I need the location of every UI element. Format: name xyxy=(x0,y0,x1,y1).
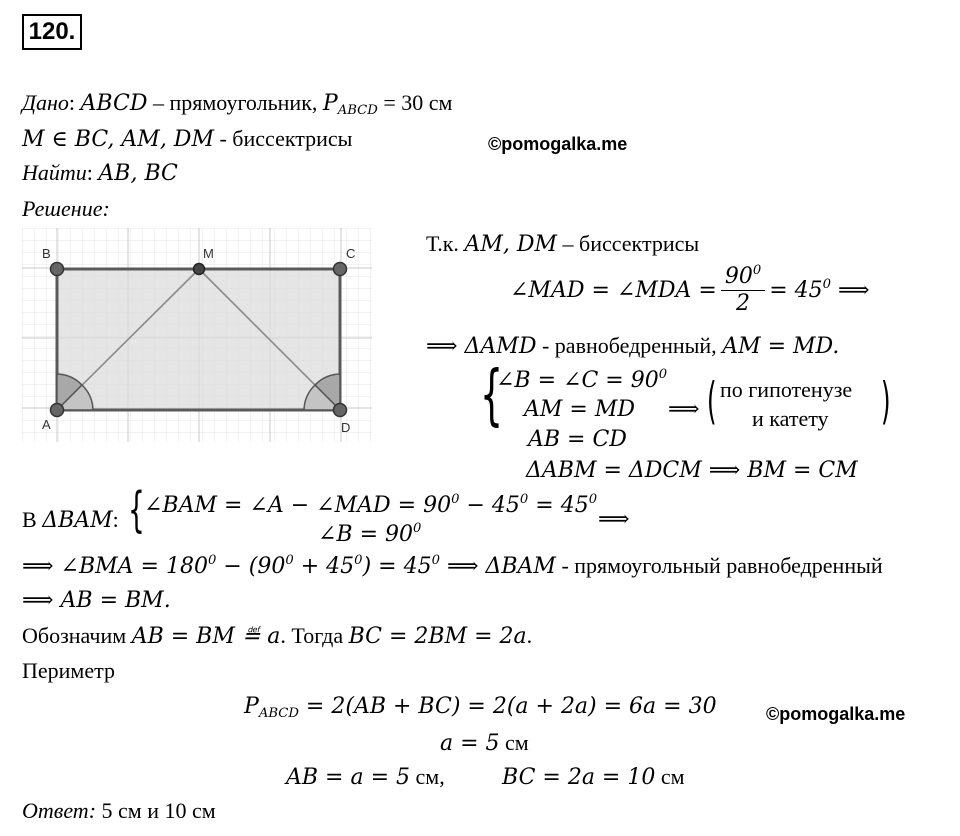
bma-line: ⟹ ∠BMA = $180^0 - (90^0 + 45^0) = 45^0$ ⟹ ΔBAM - прямоугольный равнобедренный xyxy=(22,552,883,579)
given-line-1: Дано: ABCD – прямоугольник, $P_{ABCD} = 30$ см xyxy=(22,90,453,118)
rectangle-abcd xyxy=(57,269,340,410)
ab-result: AB = a = 5 см, xyxy=(286,764,445,790)
point-m xyxy=(194,264,205,275)
problem-number: 120. xyxy=(22,14,82,50)
label-b: B xyxy=(42,246,51,261)
watermark-bottom: ©pomogalka.me xyxy=(766,704,906,724)
point-b xyxy=(51,263,64,276)
find-label: Найти xyxy=(22,160,87,185)
bam-eq-2: ∠B = $90^0$ xyxy=(318,520,422,547)
reason-open-paren: ( xyxy=(706,372,717,430)
label-m: M xyxy=(203,246,214,261)
point-c xyxy=(334,263,347,276)
rectangle-figure xyxy=(22,228,372,442)
reason-close-paren: ) xyxy=(880,372,891,430)
find-line: Найти: AB, BC xyxy=(22,160,178,186)
bam-brace: { xyxy=(128,482,145,538)
perimeter-equation: $P_{ABCD} = 2(AB + BC) = 2(a + 2a) = 6a = 30$ xyxy=(244,694,717,721)
bam-label: В ΔBAM: xyxy=(22,507,119,533)
label-c: C xyxy=(346,246,356,261)
system-eq-3: AB = CD xyxy=(528,427,627,452)
bam-implies: ⟹ xyxy=(598,507,630,532)
find-value: AB, BC xyxy=(98,161,178,186)
congruence-line: ΔABM = ΔDCM ⟹ BM = CM xyxy=(526,458,858,483)
given-bisectors-text: - биссектрисы xyxy=(213,126,353,151)
fraction-90-over-2: $\frac{90^0}{2}$ xyxy=(721,266,765,315)
bam-eq-1: ∠BAM = ∠A − ∠MAD = $90^0 - 45^0 = 45^0$ xyxy=(144,491,598,518)
label-d: D xyxy=(341,420,351,435)
reason-line-1: по гипотенузе xyxy=(720,377,853,402)
watermark-top: ©pomogalka.me xyxy=(488,134,628,154)
denote-line: Обозначим AB = BM ≝ a. Тогда BC = 2BM = 2a. xyxy=(22,623,533,649)
point-a xyxy=(51,404,64,417)
bc-result: BC = 2a = 10 см xyxy=(502,764,685,790)
reason-line-2: и катету xyxy=(752,406,829,431)
answer-line: Ответ: 5 см и 10 см xyxy=(22,798,216,823)
perimeter-symbol: P xyxy=(322,91,338,116)
system-eq-1: ∠B = ∠C = $90^0$ xyxy=(496,366,668,393)
tk-line: Т.к. AM, DM – биссектрисы xyxy=(426,231,700,257)
given-line-2 xyxy=(22,128,352,151)
point-d xyxy=(334,404,347,417)
given-figure: ABCD xyxy=(80,91,148,116)
ab-equals-bm: ⟹ AB = BM. xyxy=(22,588,171,613)
solution-label: Решение: xyxy=(22,196,110,221)
system-eq-2: AM = MD xyxy=(524,397,635,422)
system-implies: ⟹ xyxy=(668,397,700,422)
given-label: Дано xyxy=(22,90,69,115)
system-brace: { xyxy=(480,356,504,433)
isosceles-line: ⟹ ΔAMD - равнобедренный, AM = MD. xyxy=(426,333,840,359)
given-bisectors-math: M ∈ BC, AM, DM xyxy=(22,127,214,152)
given-figure-type: – прямоугольник, xyxy=(147,90,323,115)
angle-equation: ∠MAD = ∠MDA = $\frac{90^0}{2}$ = $45^0$ ⟹ xyxy=(510,262,870,316)
perimeter-label: Периметр xyxy=(22,658,115,683)
perimeter-value: = 30 см xyxy=(377,90,453,115)
label-a: A xyxy=(42,417,51,432)
perimeter-subscript: ABCD xyxy=(337,102,378,118)
a-result: a = 5 см xyxy=(440,730,529,756)
